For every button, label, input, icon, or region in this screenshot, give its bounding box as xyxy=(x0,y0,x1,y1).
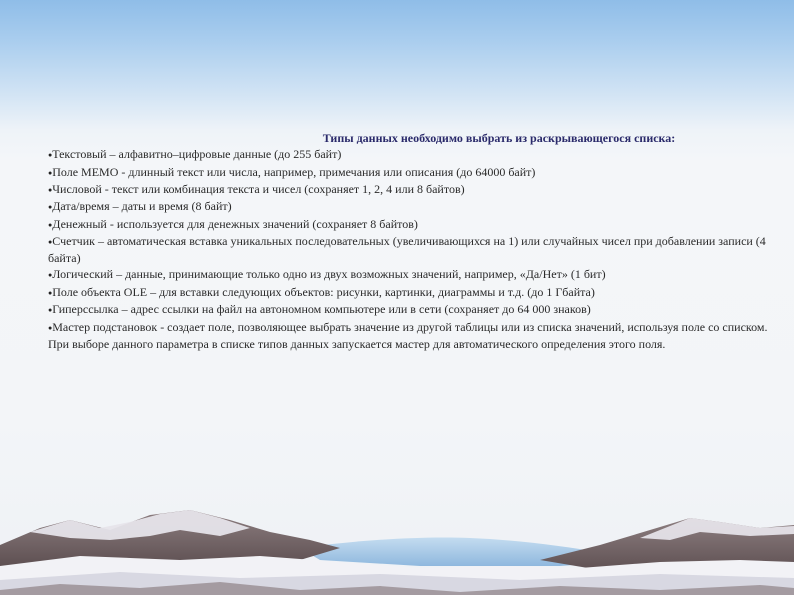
list-item: ●Числовой - текст или комбинация текста и чисел (сохраняет 1, 2, 4 или 8 байтов) xyxy=(48,181,465,196)
bullet-icon: ● xyxy=(48,306,53,315)
list-item: ●Счетчик – автоматическая вставка уникальных последовательных (увеличивающихся на 1) или случайных чисел при добавлении записи (4 байта) xyxy=(48,233,766,266)
list-item: ●Дата/время – даты и время (8 байт) xyxy=(48,199,232,214)
bullet-icon: ● xyxy=(48,151,53,160)
list-item: ●Мастер подстановок - создает поле, позволяющее выбрать значение из другой таблицы или из списка значений, используя поле со списком. При выборе данного параметра в списке типов данных запускается мастер для автоматического определения этого поля. xyxy=(48,319,768,351)
list-item: ●Текстовый – алфавитно–цифровые данные (до 255 байт) xyxy=(48,147,342,162)
list-item: ●Гиперссылка – адрес ссылки на файл на автономном компьютере или в сети (сохраняет до 64 000 знаков) xyxy=(48,302,591,317)
slide-title: Типы данных необходимо выбрать из раскрывающегося списка: xyxy=(322,131,676,145)
bullet-icon: ● xyxy=(48,186,53,195)
bullet-icon: ● xyxy=(48,168,53,177)
bullet-icon: ● xyxy=(48,288,53,297)
text-content xyxy=(48,130,790,352)
list-item: ●Поле объекта OLE – для вставки следующих объектов: рисунки, картинки, диаграммы и т.д. (до 1 Гбайта) xyxy=(48,284,595,299)
list-item: ●Поле MEMO - длинный текст или числа, например, примечания или описания (до 64000 байт) xyxy=(48,164,536,179)
left-snow-peaks xyxy=(30,510,250,540)
bullet-icon: ● xyxy=(48,271,53,280)
bullet-icon: ● xyxy=(48,323,53,332)
list-item: ●Денежный - используется для денежных значений (сохраняет 8 байтов) xyxy=(48,216,418,231)
list-item: ●Логический – данные, принимающие только одно из двух возможных значений, например, «Да/Нет» (1 бит) xyxy=(48,267,606,282)
bullet-icon: ● xyxy=(48,220,53,229)
bullet-icon: ● xyxy=(48,238,53,247)
bullet-icon: ● xyxy=(48,203,53,212)
